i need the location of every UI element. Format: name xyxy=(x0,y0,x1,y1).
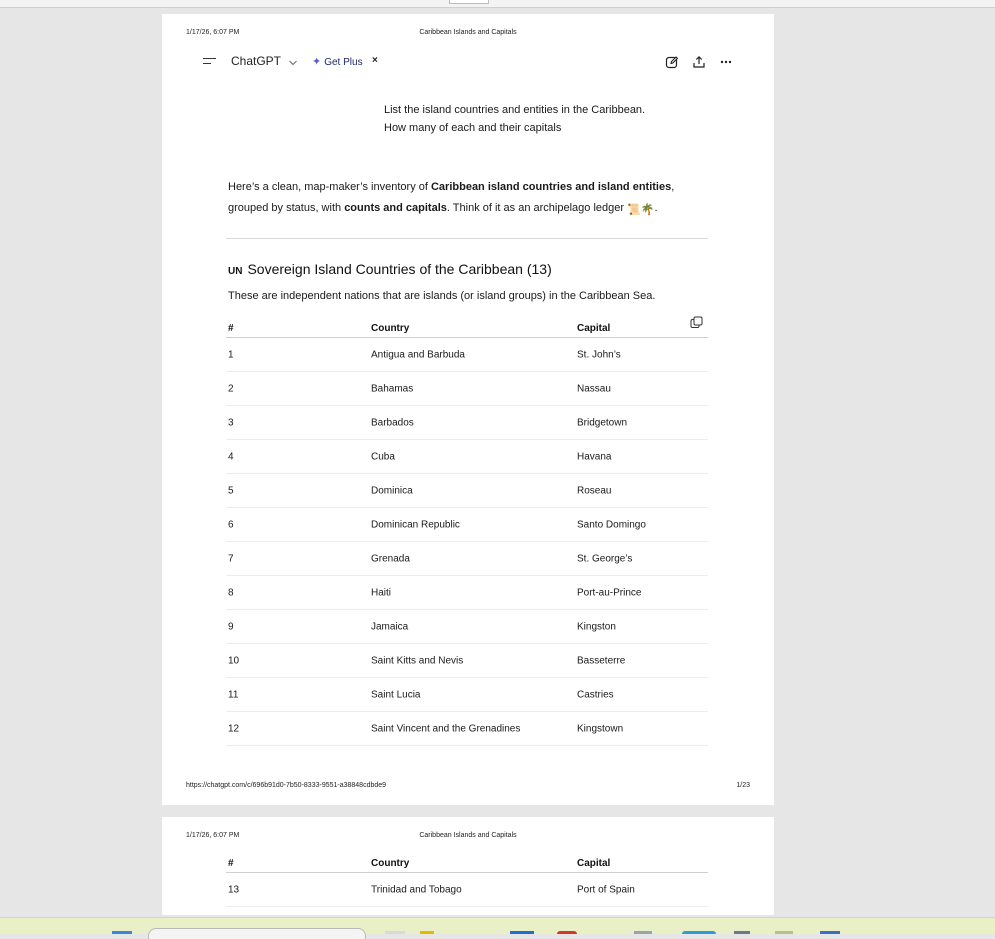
countries-table xyxy=(226,315,708,746)
print-header-datetime: 1/17/26, 6:07 PM xyxy=(186,832,240,839)
scroll-tab[interactable] xyxy=(449,0,489,4)
table-row xyxy=(226,644,708,678)
cell-capital: St. John’s xyxy=(577,349,621,360)
print-footer-url: https://chatgpt.com/c/696b91d0-7b50-8333-9551-a38848cdbde9 xyxy=(186,782,387,789)
column-header-country: Country xyxy=(371,858,410,869)
column-header-number: # xyxy=(228,858,234,869)
brand-label: ChatGPT xyxy=(231,54,282,68)
print-page-2 xyxy=(162,817,774,915)
cell-number: 9 xyxy=(228,621,234,632)
intro-text: Here’s a clean, map-maker’s inventory of xyxy=(228,181,431,193)
print-page-1 xyxy=(162,14,774,805)
table-row xyxy=(226,712,708,746)
assistant-intro xyxy=(228,177,708,221)
edit-icon[interactable] xyxy=(665,55,679,69)
cell-number: 3 xyxy=(228,417,234,428)
table-row xyxy=(226,372,708,406)
un-badge: UN xyxy=(228,266,243,277)
column-header-capital: Capital xyxy=(577,323,611,334)
table-row xyxy=(226,873,708,907)
copy-table-icon[interactable] xyxy=(690,316,703,329)
cell-country: Haiti xyxy=(371,587,392,598)
table-row xyxy=(226,508,708,542)
cell-number: 1 xyxy=(228,349,234,360)
intro-bold: counts and capitals xyxy=(344,202,447,214)
cell-capital: Kingston xyxy=(577,621,616,632)
cell-number: 8 xyxy=(228,587,234,598)
column-header-number: # xyxy=(228,323,234,334)
cell-country: Grenada xyxy=(371,553,410,564)
more-icon[interactable] xyxy=(719,55,733,69)
table-row xyxy=(226,610,708,644)
cell-country: Bahamas xyxy=(371,383,414,394)
section-title: Sovereign Island Countries of the Caribbean (13) xyxy=(247,261,552,277)
print-header-datetime: 1/17/26, 6:07 PM xyxy=(186,29,240,36)
cell-capital: Kingstown xyxy=(577,723,624,734)
os-taskbar xyxy=(0,917,995,934)
intro-text: , grouped by status, with xyxy=(228,181,675,214)
table-header xyxy=(226,850,708,873)
get-plus-label: Get Plus xyxy=(324,57,363,68)
column-header-capital: Capital xyxy=(577,858,611,869)
cell-country: Antigua and Barbuda xyxy=(371,349,465,360)
cell-country: Barbados xyxy=(371,417,414,428)
intro-text: . xyxy=(654,202,658,214)
table-row xyxy=(226,474,708,508)
sidebar-toggle-icon[interactable] xyxy=(203,57,217,67)
cell-capital: Port-au-Prince xyxy=(577,587,642,598)
table-row xyxy=(226,338,708,372)
cell-capital: St. George’s xyxy=(577,553,633,564)
cell-number: 12 xyxy=(228,723,240,734)
sparkle-icon: ✦ xyxy=(312,56,322,68)
cell-number: 4 xyxy=(228,451,234,462)
cell-country: Saint Kitts and Nevis xyxy=(371,655,464,666)
cell-number: 7 xyxy=(228,553,234,564)
model-selector[interactable] xyxy=(231,54,281,68)
divider xyxy=(226,238,708,239)
cell-country: Cuba xyxy=(371,451,395,462)
print-header-title: Caribbean Islands and Capitals xyxy=(419,29,517,36)
chevron-down-icon[interactable] xyxy=(288,58,298,68)
table-header xyxy=(226,315,708,338)
column-header-country: Country xyxy=(371,323,410,334)
cell-number: 10 xyxy=(228,655,240,666)
countries-table-continued xyxy=(226,850,708,907)
chat-app-bar xyxy=(202,54,742,70)
cell-number: 5 xyxy=(228,485,234,496)
section-description: These are independent nations that are islands (or island groups) in the Caribbean Sea. xyxy=(228,290,656,302)
cell-capital: Santo Domingo xyxy=(577,519,646,530)
scroll-emoji-icon: 📜 xyxy=(627,204,641,216)
user-message-line: How many of each and their capitals xyxy=(384,122,562,134)
intro-bold: Caribbean island countries and island entities xyxy=(430,181,672,193)
cell-country: Dominica xyxy=(371,485,413,496)
cell-country: Trinidad and Tobago xyxy=(371,884,462,895)
user-message xyxy=(384,101,645,137)
dismiss-plus-button[interactable]: × xyxy=(372,55,378,66)
cell-number: 13 xyxy=(228,884,240,895)
cell-capital: Roseau xyxy=(577,485,612,496)
cell-capital: Havana xyxy=(577,451,612,462)
share-icon[interactable] xyxy=(692,55,706,69)
table-row xyxy=(226,576,708,610)
browser-top-strip xyxy=(0,0,995,8)
taskbar-search-box[interactable] xyxy=(148,928,366,939)
table-row xyxy=(226,440,708,474)
cell-country: Saint Lucia xyxy=(371,689,421,700)
cell-capital: Bridgetown xyxy=(577,417,628,428)
get-plus-button[interactable] xyxy=(312,55,363,68)
cell-number: 6 xyxy=(228,519,234,530)
cell-capital: Castries xyxy=(577,689,614,700)
cell-country: Dominican Republic xyxy=(371,519,460,530)
section-heading xyxy=(228,261,552,277)
print-footer-page-number: 1/23 xyxy=(736,782,750,789)
cell-country: Jamaica xyxy=(371,621,409,632)
table-row xyxy=(226,542,708,576)
cell-capital: Nassau xyxy=(577,383,611,394)
cell-number: 11 xyxy=(228,689,239,700)
cell-capital: Basseterre xyxy=(577,655,626,666)
print-header-title: Caribbean Islands and Capitals xyxy=(419,832,517,839)
palm-tree-emoji-icon: 🌴 xyxy=(640,204,655,216)
intro-text: . Think of it as an archipelago ledger xyxy=(446,202,628,214)
table-row xyxy=(226,678,708,712)
user-message-line: List the island countries and entities in the Caribbean. xyxy=(384,104,646,116)
cell-number: 2 xyxy=(228,383,234,394)
cell-capital: Port of Spain xyxy=(577,884,635,895)
cell-country: Saint Vincent and the Grenadines xyxy=(371,723,521,734)
table-row xyxy=(226,406,708,440)
